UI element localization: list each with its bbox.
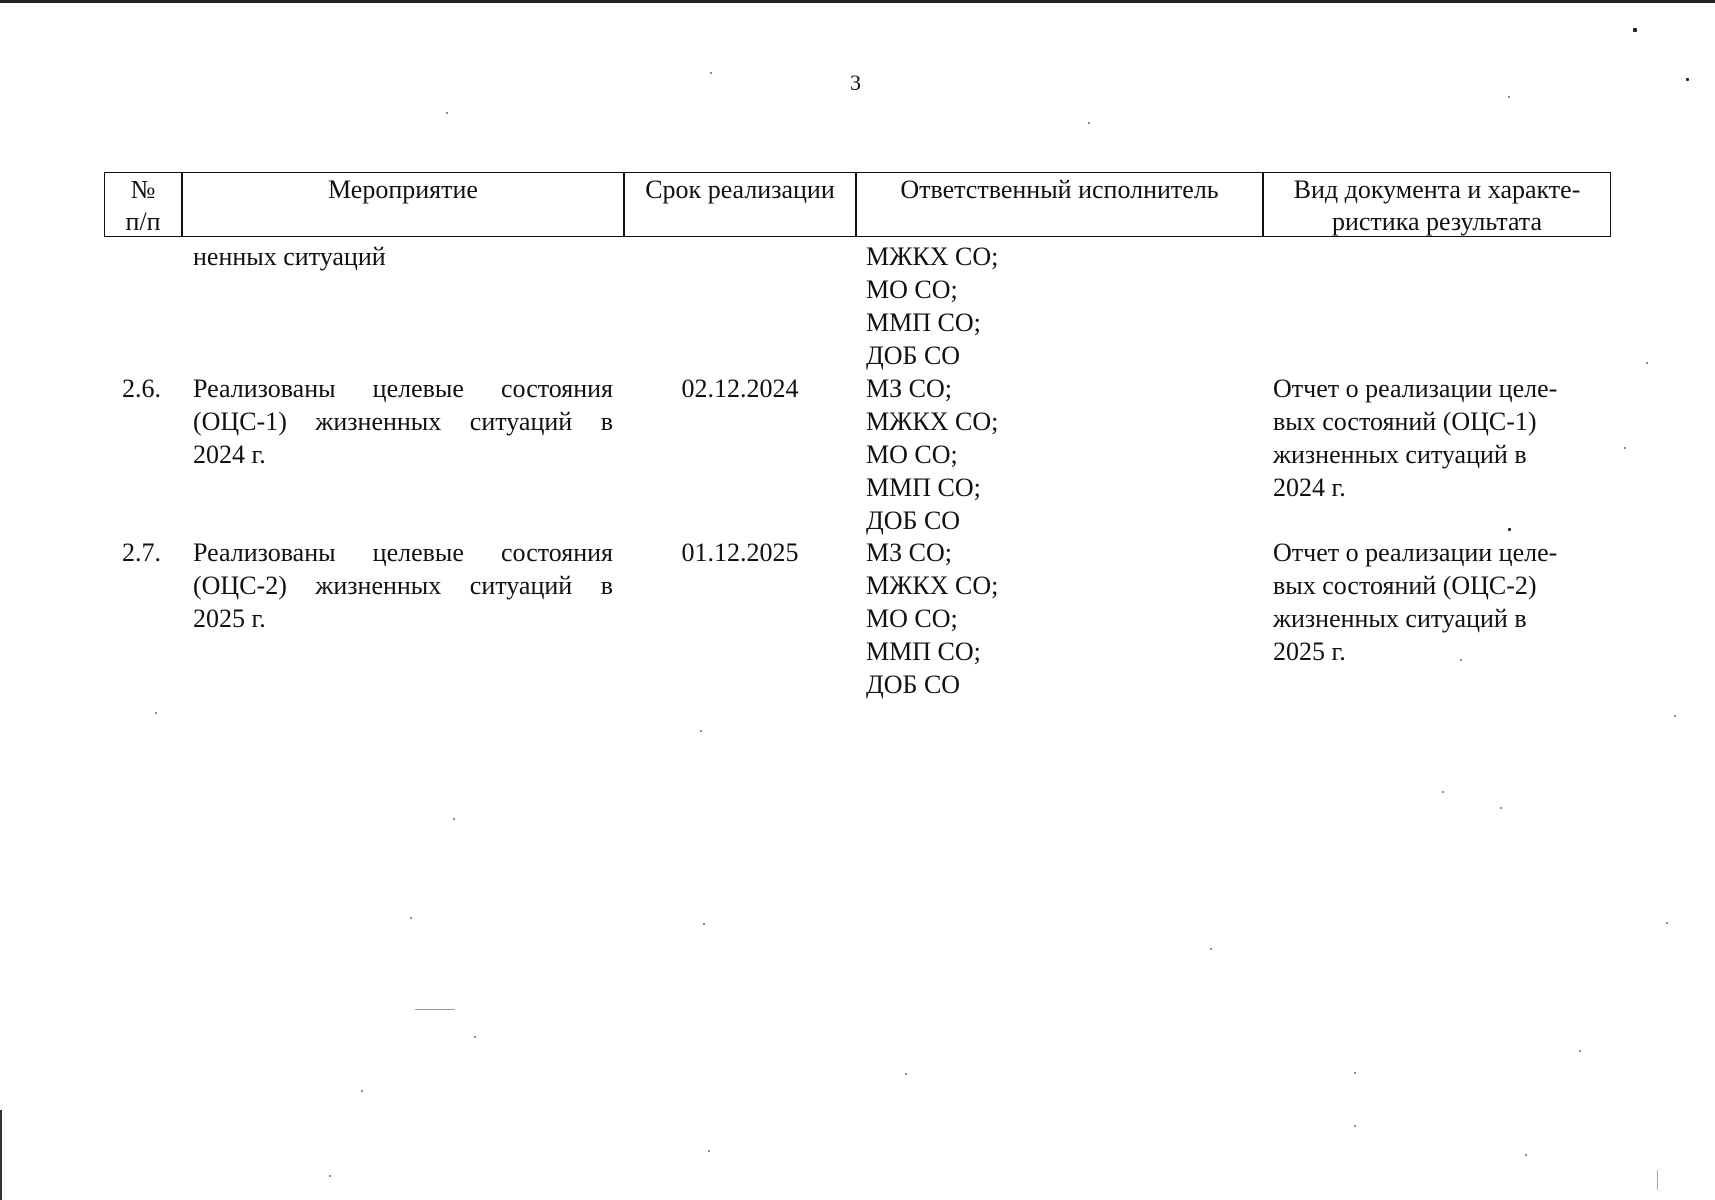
responsible-item: МО СО;: [866, 440, 958, 469]
scan-speck: [1646, 362, 1648, 364]
responsible-cell: [866, 240, 998, 372]
event-line: 2024 г.: [193, 440, 266, 469]
responsible-item: МО СО;: [866, 275, 958, 304]
event-text: ненных ситуаций: [193, 242, 386, 271]
scan-speck: [703, 923, 705, 925]
scan-speck: [446, 112, 448, 114]
responsible-item: ММП СО;: [866, 308, 981, 337]
scan-speck: [1525, 1154, 1527, 1156]
responsible-item: МЖКХ СО;: [866, 242, 999, 271]
document-line: вых состояний (ОЦС-2): [1273, 571, 1537, 600]
event-cell: [193, 536, 613, 635]
header-cell-responsible: [856, 172, 1263, 237]
scan-speck: [1460, 659, 1462, 661]
document-line: 2024 г.: [1273, 473, 1346, 502]
scan-speck: [1633, 28, 1637, 32]
scan-speck: [905, 1073, 907, 1075]
responsible-item: ДОБ СО: [866, 506, 961, 535]
header-number-line-2: п/п: [125, 207, 161, 236]
scan-speck: [155, 712, 157, 714]
scan-speck: [1657, 1170, 1658, 1190]
scan-speck: [1500, 807, 1502, 809]
scan-speck: [410, 917, 412, 919]
scan-speck: [1579, 1050, 1581, 1052]
document-line: жизненных ситуаций в: [1273, 440, 1527, 469]
header-number-line-1: №: [130, 175, 156, 204]
document-cell: [1273, 372, 1603, 504]
event-cell: [193, 372, 613, 471]
event-line: 2025 г.: [193, 604, 266, 633]
responsible-item: ММП СО;: [866, 473, 981, 502]
event-line: Реализованы целевые состояния: [193, 538, 613, 567]
responsible-item: МЗ СО;: [866, 538, 952, 567]
document-cell: [1273, 536, 1603, 668]
scan-speck: [1354, 1072, 1356, 1074]
document-line: вых состояний (ОЦС-1): [1273, 407, 1537, 436]
responsible-cell: [866, 372, 998, 537]
scan-speck: [474, 1036, 476, 1038]
header-cell-term: [624, 172, 856, 237]
scan-speck: [1442, 791, 1444, 793]
term-cell: 01.12.2025: [681, 538, 799, 567]
document-line: Отчет о реализации целе-: [1273, 538, 1558, 567]
header-document-line-1: Вид документа и характе-: [1293, 175, 1581, 204]
page-number: 3: [850, 70, 861, 95]
scan-speck: [1354, 1125, 1356, 1127]
scan-speck: [1686, 78, 1689, 81]
header-event-label: Мероприятие: [328, 175, 478, 204]
responsible-item: МЖКХ СО;: [866, 407, 999, 436]
scan-speck: [1508, 528, 1511, 531]
document-line: Отчет о реализации целе-: [1273, 374, 1558, 403]
document-line: жизненных ситуаций в: [1273, 604, 1527, 633]
row-number: 2.7.: [122, 538, 161, 567]
scan-border-top: [0, 0, 1715, 3]
document-line: 2025 г.: [1273, 637, 1346, 666]
header-cell-document: [1263, 172, 1611, 237]
responsible-item: ДОБ СО: [866, 670, 961, 699]
scan-speck: [361, 1090, 363, 1092]
header-cell-event: [182, 172, 624, 237]
scan-speck: [415, 1009, 455, 1010]
event-line: (ОЦС-2) жизненных ситуаций в: [193, 571, 613, 600]
header-term-label: Срок реализации: [645, 175, 835, 204]
scan-speck: [453, 818, 455, 820]
scan-speck: [1210, 948, 1212, 950]
scan-speck: [329, 1175, 331, 1177]
scan-speck: [1666, 922, 1668, 924]
scan-speck: [1088, 122, 1090, 124]
responsible-item: МЖКХ СО;: [866, 571, 999, 600]
scan-speck: [1674, 715, 1676, 717]
scan-speck: [1624, 447, 1626, 449]
scan-speck: [700, 730, 702, 732]
scan-speck: [708, 1150, 710, 1152]
header-cell-number: [104, 172, 182, 237]
event-line: (ОЦС-1) жизненных ситуаций в: [193, 407, 613, 436]
scan-speck: [1508, 96, 1510, 98]
responsible-item: ДОБ СО: [866, 341, 961, 370]
responsible-item: МО СО;: [866, 604, 958, 633]
responsible-item: МЗ СО;: [866, 374, 952, 403]
responsible-item: ММП СО;: [866, 637, 981, 666]
event-cell: [193, 240, 613, 273]
header-responsible-label: Ответственный исполнитель: [900, 175, 1219, 204]
scan-border-left: [0, 1110, 2, 1200]
scan-speck: [710, 72, 712, 74]
responsible-cell: [866, 536, 998, 701]
row-number: 2.6.: [122, 374, 161, 403]
event-line: Реализованы целевые состояния: [193, 374, 613, 403]
header-document-line-2: ристика результата: [1331, 207, 1543, 236]
term-cell: 02.12.2024: [681, 374, 799, 403]
